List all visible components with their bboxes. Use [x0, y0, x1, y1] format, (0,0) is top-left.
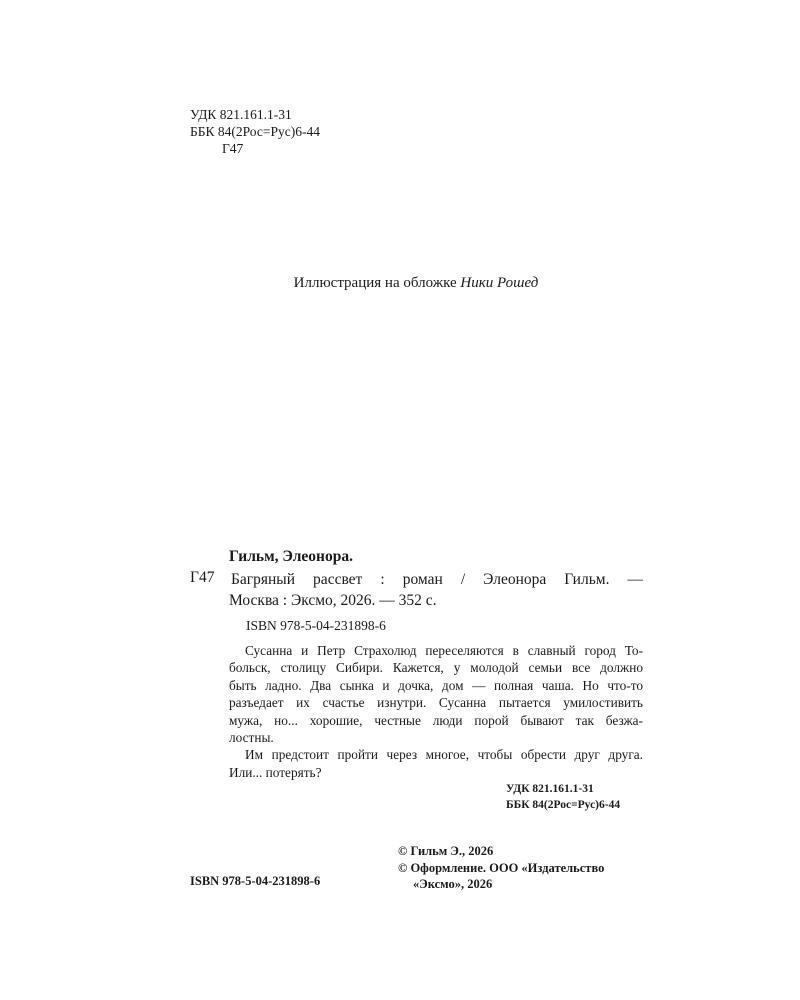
author-mark: Г47 — [222, 141, 244, 156]
record-author: Гильм, Элеонора. — [229, 548, 353, 565]
copyright-block — [398, 843, 604, 893]
annotation-line: Или... потерять? — [229, 764, 322, 780]
annotation-line: быть ладно. Два сынка и дочка, дом — полная чаша. Но что-то — [229, 677, 643, 693]
annotation-paragraph-1 — [229, 642, 643, 746]
record-udk-code: УДК 821.161.1-31 — [506, 783, 594, 795]
annotation — [229, 642, 643, 781]
illustration-artist: Ники Рошед — [460, 275, 539, 291]
annotation-line: разъедает их счастье изнутри. Сусанна пытается умилостивить — [229, 695, 643, 711]
illustration-credit — [0, 275, 800, 292]
annotation-line: лостны. — [229, 730, 274, 746]
copyright-author: © Гильм Э., 2026 — [398, 844, 494, 858]
annotation-line: мужа, но... хорошие, честные люди порой бывают так безжа- — [229, 712, 643, 728]
copyright-design-cont: «Эксмо», 2026 — [413, 877, 493, 891]
top-classification-codes — [190, 106, 320, 157]
bottom-isbn: ISBN 978-5-04-231898-6 — [190, 874, 321, 888]
udk-code: УДК 821.161.1-31 — [190, 107, 292, 122]
record-description — [229, 569, 643, 611]
record-line-2: Москва : Эксмо, 2026. — 352 с. — [229, 592, 437, 609]
copyright-design: © Оформление. ООО «Издательство — [398, 860, 605, 875]
record-isbn: ISBN 978-5-04-231898-6 — [246, 618, 386, 633]
annotation-paragraph-2 — [229, 746, 643, 781]
illustration-prefix: Иллюстрация на обложке — [293, 275, 461, 291]
bbk-code: ББК 84(2Рос=Рус)6-44 — [190, 124, 320, 139]
annotation-line: Им предстоит пройти через многое, чтобы обрести друг друга. — [245, 747, 643, 763]
record-bbk-code: ББК 84(2Рос=Рус)6-44 — [506, 799, 621, 811]
annotation-line: Сусанна и Петр Страхолюд переселяются в славный город То- — [245, 643, 643, 658]
record-author-mark: Г47 — [190, 569, 215, 586]
record-line-1: Багряный рассвет : роман / Элеонора Гильм. — — [231, 571, 643, 588]
record-classification-codes — [506, 781, 620, 813]
annotation-line: больск, столицу Сибири. Кажется, у молодой семьи все должно — [229, 660, 643, 676]
